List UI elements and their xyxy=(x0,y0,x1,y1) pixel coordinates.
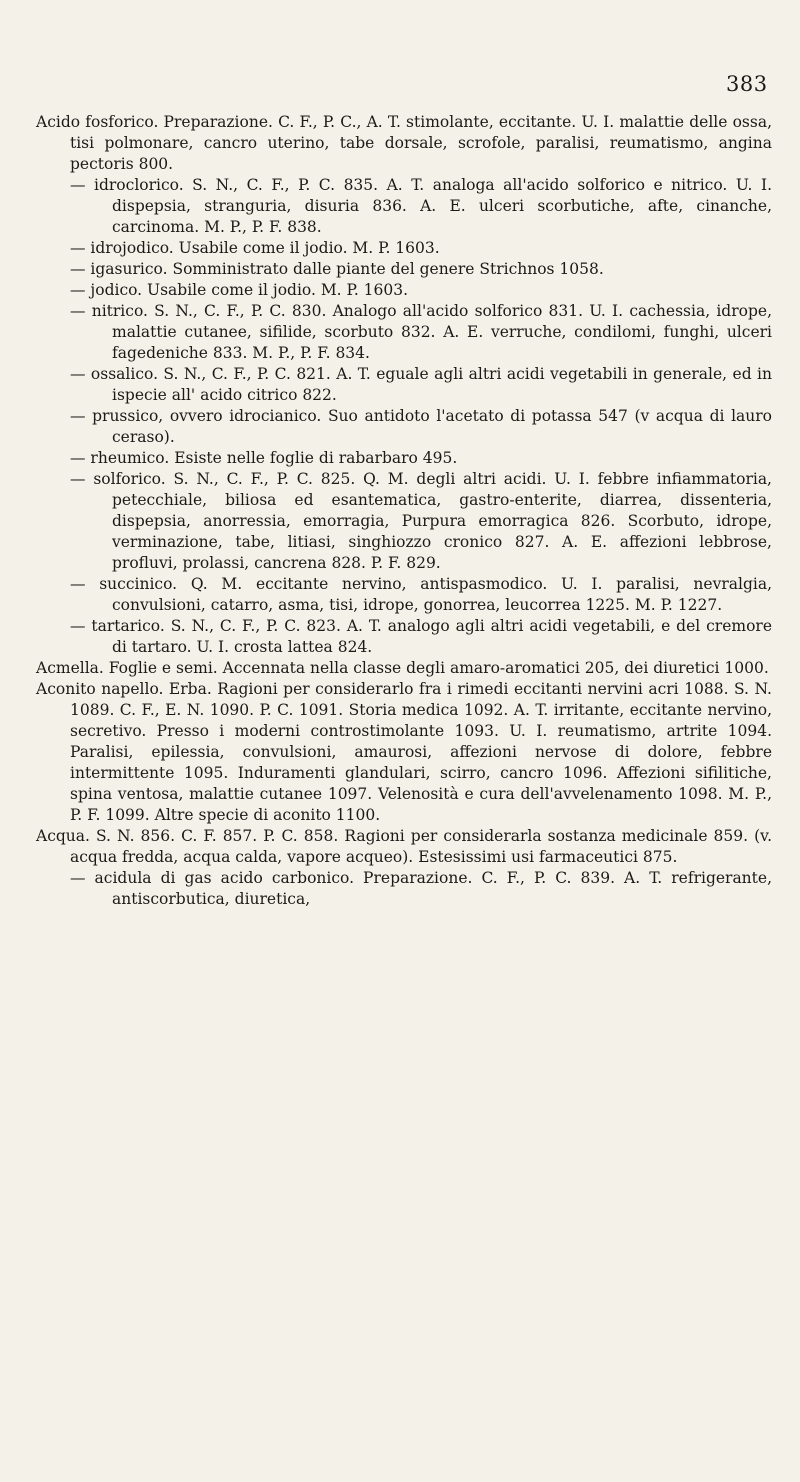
index-subentry-jodico: — jodico. Usabile come il jodio. M. P. 1603. xyxy=(70,281,409,299)
index-subentry-tartarico: — tartarico. S. N., C. F., P. C. 823. A. T. analogo agli altri acidi vegetabili, e del cremore di tartaro. U. I. crosta lattea 824. xyxy=(70,617,772,656)
index-subentry-nitrico: — nitrico. S. N., C. F., P. C. 830. Analogo all'acido solforico 831. U. I. cachessia, idrope, malattie cutanee, sifilide, scorbuto 832. A. E. verruche, condilomi, funghi, ulceri fagedeniche 833. M. P., P. F. 834. xyxy=(70,302,772,362)
index-subentry-idroclorico: — idroclorico. S. N., C. F., P. C. 835. A. T. analoga all'acido solforico e nitrico. U. I. dispepsia, stranguria, disuria 836. A. E. ulceri scorbutiche, afte, cinanche, carcinoma. M. P., P. F. 838. xyxy=(70,176,772,236)
index-entry-acqua: Acqua. S. N. 856. C. F. 857. P. C. 858. Ragioni per considerarla sostanza medicinale 859. (v. acqua fredda, acqua calda, vapore acqueo). Estesissimi usi farmaceutici 875. xyxy=(36,827,772,866)
index-column xyxy=(36,112,772,910)
index-subentry-acidula: — acidula di gas acido carbonico. Preparazione. C. F., P. C. 839. A. T. refrigerante, antiscorbutica, diuretica, xyxy=(70,869,772,908)
index-subentry-igasurico: — igasurico. Somministrato dalle piante del genere Strichnos 1058. xyxy=(70,260,604,278)
index-subentry-idrojodico: — idrojodico. Usabile come il jodio. M. P. 1603. xyxy=(70,239,440,257)
index-entry-acido-fosforico: Acido fosforico. Preparazione. C. F., P. C., A. T. stimolante, eccitante. U. I. malattie delle ossa, tisi polmonare, cancro uterino, tabe dorsale, scrofole, paralisi, reumatismo, angina pectoris 800. xyxy=(36,113,772,173)
index-subentry-rheumico: — rheumico. Esiste nelle foglie di rabarbaro 495. xyxy=(70,449,458,467)
index-subentry-succinico: — succinico. Q. M. eccitante nervino, antispasmodico. U. I. paralisi, nevralgia, convulsioni, catarro, asma, tisi, idrope, gonorrea, leucorrea 1225. M. P. 1227. xyxy=(70,575,772,614)
index-entry-aconito-napello: Aconito napello. Erba. Ragioni per considerarlo fra i rimedi eccitanti nervini acri 1088. S. N. 1089. C. F., E. N. 1090. P. C. 1091. Storia medica 1092. A. T. irritante, eccitante nervino, secretivo. Presso i moderni controstimolante 1093. U. I. reumatismo, artrite 1094. Paralisi, epilessia, convulsioni, amaurosi, affezioni nervose di dolore, febbre intermittente 1095. Induramenti glandulari, scirro, cancro 1096. Affezioni sifilitiche, spina ventosa, malattie cutanee 1097. Velenosità e cura dell'avvelenamento 1098. M. P., P. F. 1099. Altre specie di aconito 1100. xyxy=(36,680,772,824)
index-subentry-solforico: — solforico. S. N., C. F., P. C. 825. Q. M. degli altri acidi. U. I. febbre infiammatoria, petecchiale, biliosa ed esantematica, gastro-enterite, diarrea, dissenteria, dispepsia, anorressia, emorragia, Purpura emorragica 826. Scorbuto, idrope, verminazione, tabe, litiasi, singhiozzo cronico 827. A. E. affezioni lebbrose, profluvi, prolassi, cancrena 828. P. F. 829. xyxy=(70,470,772,572)
index-subentry-ossalico: — ossalico. S. N., C. F., P. C. 821. A. T. eguale agli altri acidi vegetabili in generale, ed in ispecie all' acido citrico 822. xyxy=(70,365,772,404)
page-number: 383 xyxy=(726,72,768,96)
index-entry-acmella: Acmella. Foglie e semi. Accennata nella classe degli amaro-aromatici 205, dei diuretici 1000. xyxy=(36,659,769,677)
index-subentry-prussico: — prussico, ovvero idrocianico. Suo antidoto l'acetato di potassa 547 (v acqua di lauro ceraso). xyxy=(70,407,772,446)
